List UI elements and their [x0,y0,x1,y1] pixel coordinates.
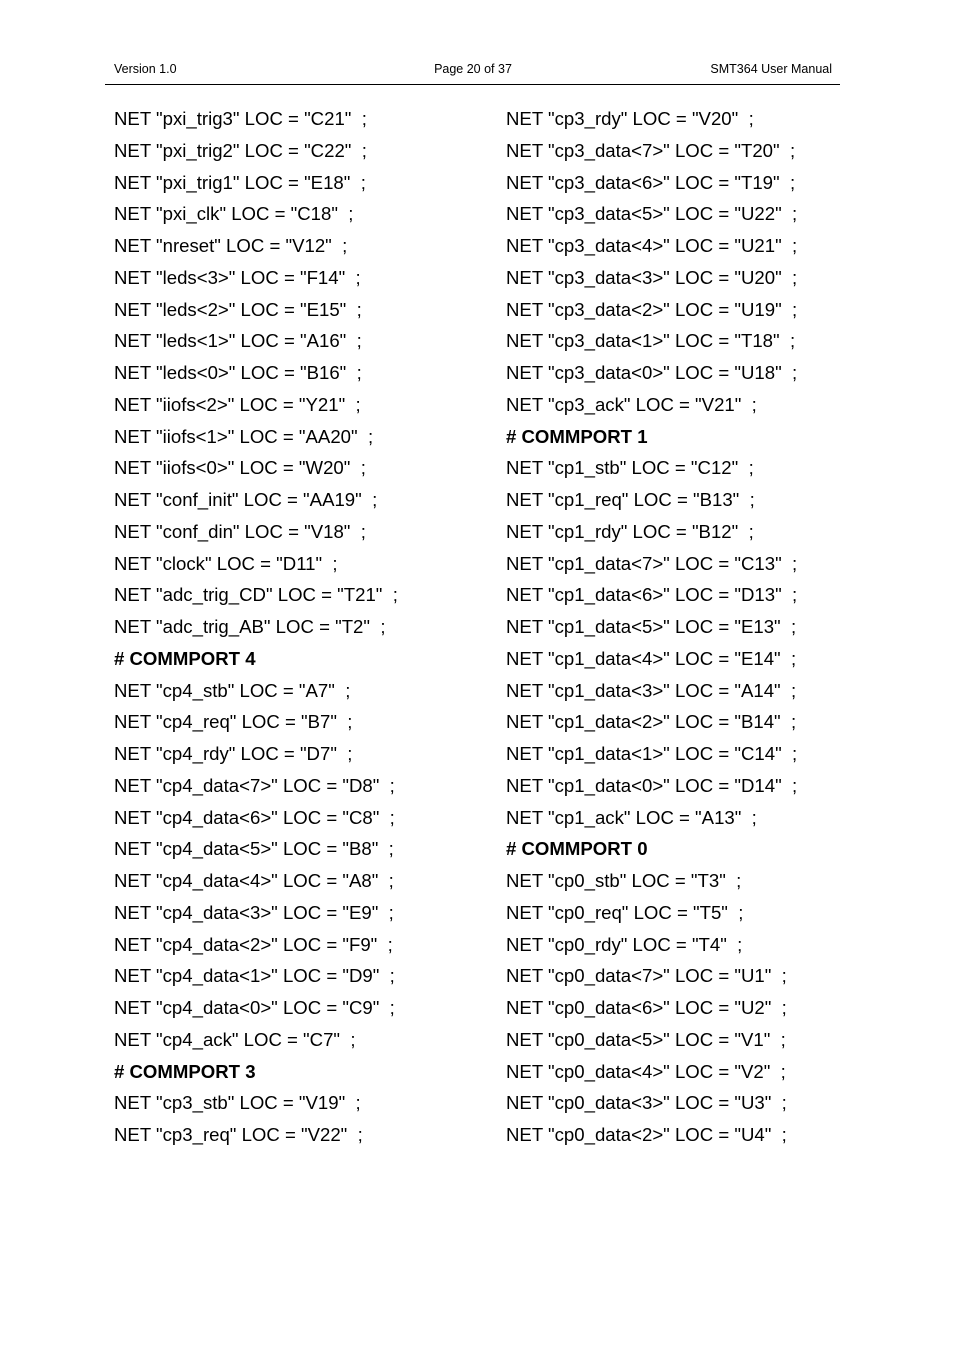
constraint-line: NET "adc_trig_AB" LOC = "T2" ; [114,616,386,637]
constraint-line: NET "cp3_data<5>" LOC = "U22" ; [506,203,798,225]
constraint-line: NET "cp4_data<1>" LOC = "D9" ; [114,965,395,987]
constraint-line: NET "leds<0>" LOC = "B16" ; [114,362,362,383]
section-heading: # COMMPORT 4 [114,647,256,669]
section-heading: # COMMPORT 1 [506,425,648,447]
constraint-line: NET "cp3_data<0>" LOC = "U18" ; [506,362,798,383]
constraint-line: NET "cp0_rdy" LOC = "T4" ; [506,933,743,955]
constraint-line: NET "pxi_trig2" LOC = "C22" ; [114,139,367,161]
constraint-line: NET "cp3_stb" LOC = "V19" ; [114,1092,361,1114]
constraint-line: NET "cp3_rdy" LOC = "V20" ; [506,108,754,129]
section-heading: # COMMPORT 0 [506,838,648,860]
constraint-line: NET "cp1_data<4>" LOC = "E14" ; [506,647,797,669]
constraint-line: NET "pxi_clk" LOC = "C18" ; [114,203,354,225]
constraint-line: NET "cp1_ack" LOC = "A13" ; [506,806,757,828]
page-header [114,62,832,80]
header-divider [105,84,840,85]
constraint-line: NET "conf_init" LOC = "AA19" ; [114,489,378,510]
constraint-line: NET "clock" LOC = "D11" ; [114,552,338,574]
constraint-line: NET "cp4_req" LOC = "B7" ; [114,711,353,733]
constraint-line: NET "cp1_data<6>" LOC = "D13" ; [506,584,798,606]
constraint-line: NET "cp4_data<6>" LOC = "C8" ; [114,806,395,828]
version-label: Version 1.0 [114,62,177,76]
constraint-line: NET "cp3_data<4>" LOC = "U21" ; [506,235,798,256]
constraint-line: NET "cp3_req" LOC = "V22" ; [114,1124,363,1145]
constraint-line: NET "cp0_data<3>" LOC = "U3" ; [506,1092,787,1114]
constraint-line: NET "cp4_data<3>" LOC = "E9" ; [114,901,394,923]
constraint-line: NET "pxi_trig3" LOC = "C21" ; [114,108,367,129]
constraint-line: NET "cp4_data<0>" LOC = "C9" ; [114,997,395,1018]
constraint-line: NET "cp3_data<1>" LOC = "T18" ; [506,330,796,352]
constraint-line: NET "conf_din" LOC = "V18" ; [114,520,366,542]
constraint-line: NET "cp0_req" LOC = "T5" ; [506,901,744,923]
constraint-line: NET "cp1_rdy" LOC = "B12" ; [506,520,754,542]
constraint-line: NET "cp3_data<6>" LOC = "T19" ; [506,171,796,193]
page-number: Page 20 of 37 [434,62,512,76]
constraint-line: NET "cp3_ack" LOC = "V21" ; [506,393,757,415]
constraint-line: NET "cp4_data<5>" LOC = "B8" ; [114,838,394,860]
constraint-line: NET "cp1_data<0>" LOC = "D14" ; [506,774,798,796]
constraint-line: NET "leds<3>" LOC = "F14" ; [114,266,361,288]
constraint-line: NET "cp0_data<4>" LOC = "V2" ; [506,1060,786,1082]
constraint-line: NET "cp1_req" LOC = "B13" ; [506,489,755,510]
constraint-line: NET "cp1_data<7>" LOC = "C13" ; [506,552,798,574]
constraint-line: NET "cp1_data<2>" LOC = "B14" ; [506,711,797,733]
constraint-line: NET "nreset" LOC = "V12" ; [114,235,348,256]
constraint-line: NET "cp4_data<7>" LOC = "D8" ; [114,774,395,796]
constraint-line: NET "cp0_data<6>" LOC = "U2" ; [506,997,787,1018]
left-column [114,107,494,1155]
constraint-line: NET "leds<1>" LOC = "A16" ; [114,330,362,352]
constraint-line: NET "cp0_data<5>" LOC = "V1" ; [506,1028,786,1050]
constraint-line: NET "cp1_data<1>" LOC = "C14" ; [506,743,798,764]
constraint-line: NET "cp4_data<4>" LOC = "A8" ; [114,870,394,891]
document-title: SMT364 User Manual [710,62,832,76]
constraint-line: NET "iiofs<0>" LOC = "W20" ; [114,457,366,479]
constraint-line: NET "cp1_stb" LOC = "C12" ; [506,457,754,479]
constraint-line: NET "cp3_data<7>" LOC = "T20" ; [506,139,796,161]
constraint-line: NET "cp4_rdy" LOC = "D7" ; [114,743,353,764]
constraint-line: NET "cp0_stb" LOC = "T3" ; [506,870,742,891]
constraint-line: NET "cp3_data<2>" LOC = "U19" ; [506,298,798,320]
constraint-line: NET "cp4_ack" LOC = "C7" ; [114,1028,356,1050]
constraint-line: NET "cp1_data<5>" LOC = "E13" ; [506,616,797,637]
section-heading: # COMMPORT 3 [114,1060,256,1082]
constraint-line: NET "iiofs<2>" LOC = "Y21" ; [114,393,361,415]
constraint-line: NET "adc_trig_CD" LOC = "T21" ; [114,584,398,606]
constraint-line: NET "cp4_stb" LOC = "A7" ; [114,679,351,701]
constraint-line: NET "iiofs<1>" LOC = "AA20" ; [114,425,374,447]
right-column [506,107,836,1155]
constraint-line: NET "cp0_data<2>" LOC = "U4" ; [506,1124,787,1145]
constraint-line: NET "cp0_data<7>" LOC = "U1" ; [506,965,787,987]
constraint-line: NET "cp4_data<2>" LOC = "F9" ; [114,933,393,955]
constraint-line: NET "cp3_data<3>" LOC = "U20" ; [506,266,798,288]
constraint-line: NET "leds<2>" LOC = "E15" ; [114,298,362,320]
constraint-line: NET "pxi_trig1" LOC = "E18" ; [114,171,366,193]
constraint-line: NET "cp1_data<3>" LOC = "A14" ; [506,679,797,701]
